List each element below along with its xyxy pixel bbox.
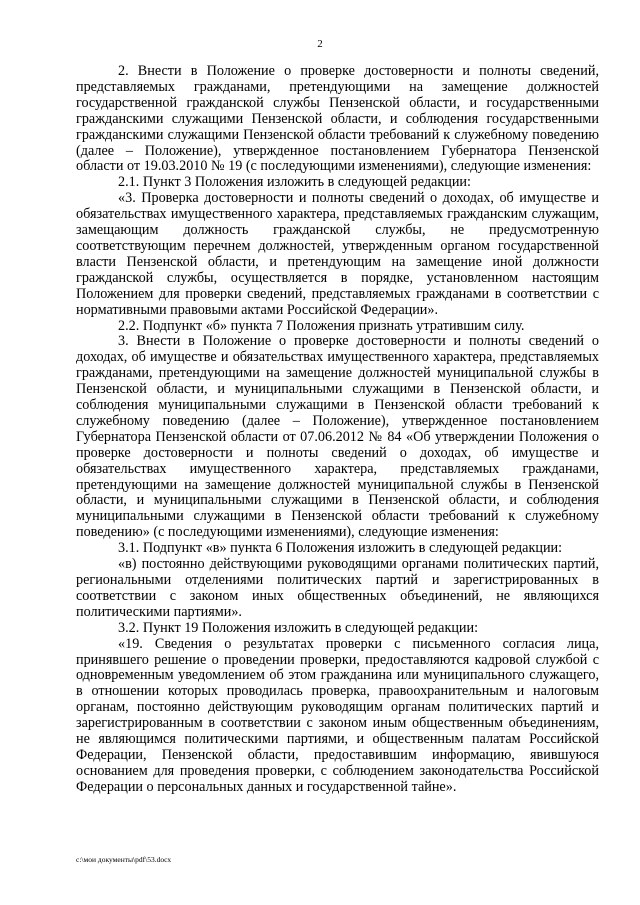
- paragraph-3-1: 3.1. Подпункт «в» пункта 6 Положения изложить в следующей редакции:: [118, 540, 563, 557]
- paragraph-3-2: 3.2. Пункт 19 Положения изложить в следующей редакции:: [118, 619, 479, 636]
- paragraph-2-2: 2.2. Подпункт «б» пункта 7 Положения признать утратившим силу.: [118, 317, 525, 334]
- paragraph-3: 3. Внести в Положение о проверке достоверности и полноты сведений о доходах, об имуществе и обязательствах имущественного характера, представляемых гражданами, претендующими на замещение должностей муниципальной службы в Пензенской области, и муниципальными служащими в Пензенской области, и соблюдения муниципальными служащими в Пензенской области требований к служебному поведению (далее – Положение), утвержденное постановлением Губернатора Пензенской области от 07.06.2012 № 84 «Об утверждении Положения о проверке достоверности и полноты сведений о доходах, об имуществе и обязательствах имущественного характера, представляемых гражданами, претендующими на замещение должностей муниципальной службы в Пензенской области, и муниципальными служащими в Пензенской области, и соблюдения муниципальными служащими в Пензенской области требований к служебному поведению» (с последующими изменениями), следующие изменения:: [76, 333, 599, 541]
- paragraph-2-1-quote: «3. Проверка достоверности и полноты сведений о доходах, об имуществе и обязательствах имущественного характера, представляемых гражданским служащим, замещающим должность гражданской службы, не предусмотренную соответствующим перечнем должностей, утвержденным органом государственной власти Пензенской области, и претендующим на замещение иной должности гражданской службы, осуществляется в порядке, установленном настоящим Положением для проверки сведений, представляемых гражданами в соответствии с нормативными правовыми актами Российской Федерации».: [76, 190, 599, 318]
- document-body: [76, 64, 599, 796]
- paragraph-3-1-quote: «в) постоянно действующими руководящими органами политических партий, региональными отделениями политических партий и зарегистрированных в соответствии с законом иных общественных объединений, не являющихся политическими партиями».: [76, 556, 599, 620]
- paragraph-2: 2. Внести в Положение о проверке достоверности и полноты сведений, представляемых гражданами, претендующими на замещение должностей государственной гражданской службы Пензенской области, и государственными гражданскими служащими Пензенской области, и соблюдения государственными гражданскими служащими Пензенской области требований к служебному поведению (далее – Положение), утвержденное постановлением Губернатора Пензенской области от 19.03.2010 № 19 (с последующими изменениями), следующие изменения:: [76, 63, 599, 175]
- page-number: 2: [317, 38, 323, 50]
- paragraph-3-2-quote: «19. Сведения о результатах проверки с письменного согласия лица, принявшего решение о проведении проверки, предоставляются кадровой службой с одновременным уведомлением об этом гражданина или муниципального служащего, в отношении которых проводилась проверка, правоохранительным и налоговым органам, постоянно действующим руководящим органам политических партий и зарегистрированным в соответствии с законом иным общественным объединениям, не являющимся политическими партиями, и общественным палатам Российской Федерации, Пензенской области, предоставившим информацию, явившуюся основанием для проведения проверки, с соблюдением законодательства Российской Федерации о персональных данных и государственной тайне».: [76, 635, 599, 795]
- footer-file-path: c:\мои документы\pdf\53.docx: [76, 855, 172, 864]
- paragraph-2-1: 2.1. Пункт 3 Положения изложить в следующей редакции:: [118, 174, 471, 191]
